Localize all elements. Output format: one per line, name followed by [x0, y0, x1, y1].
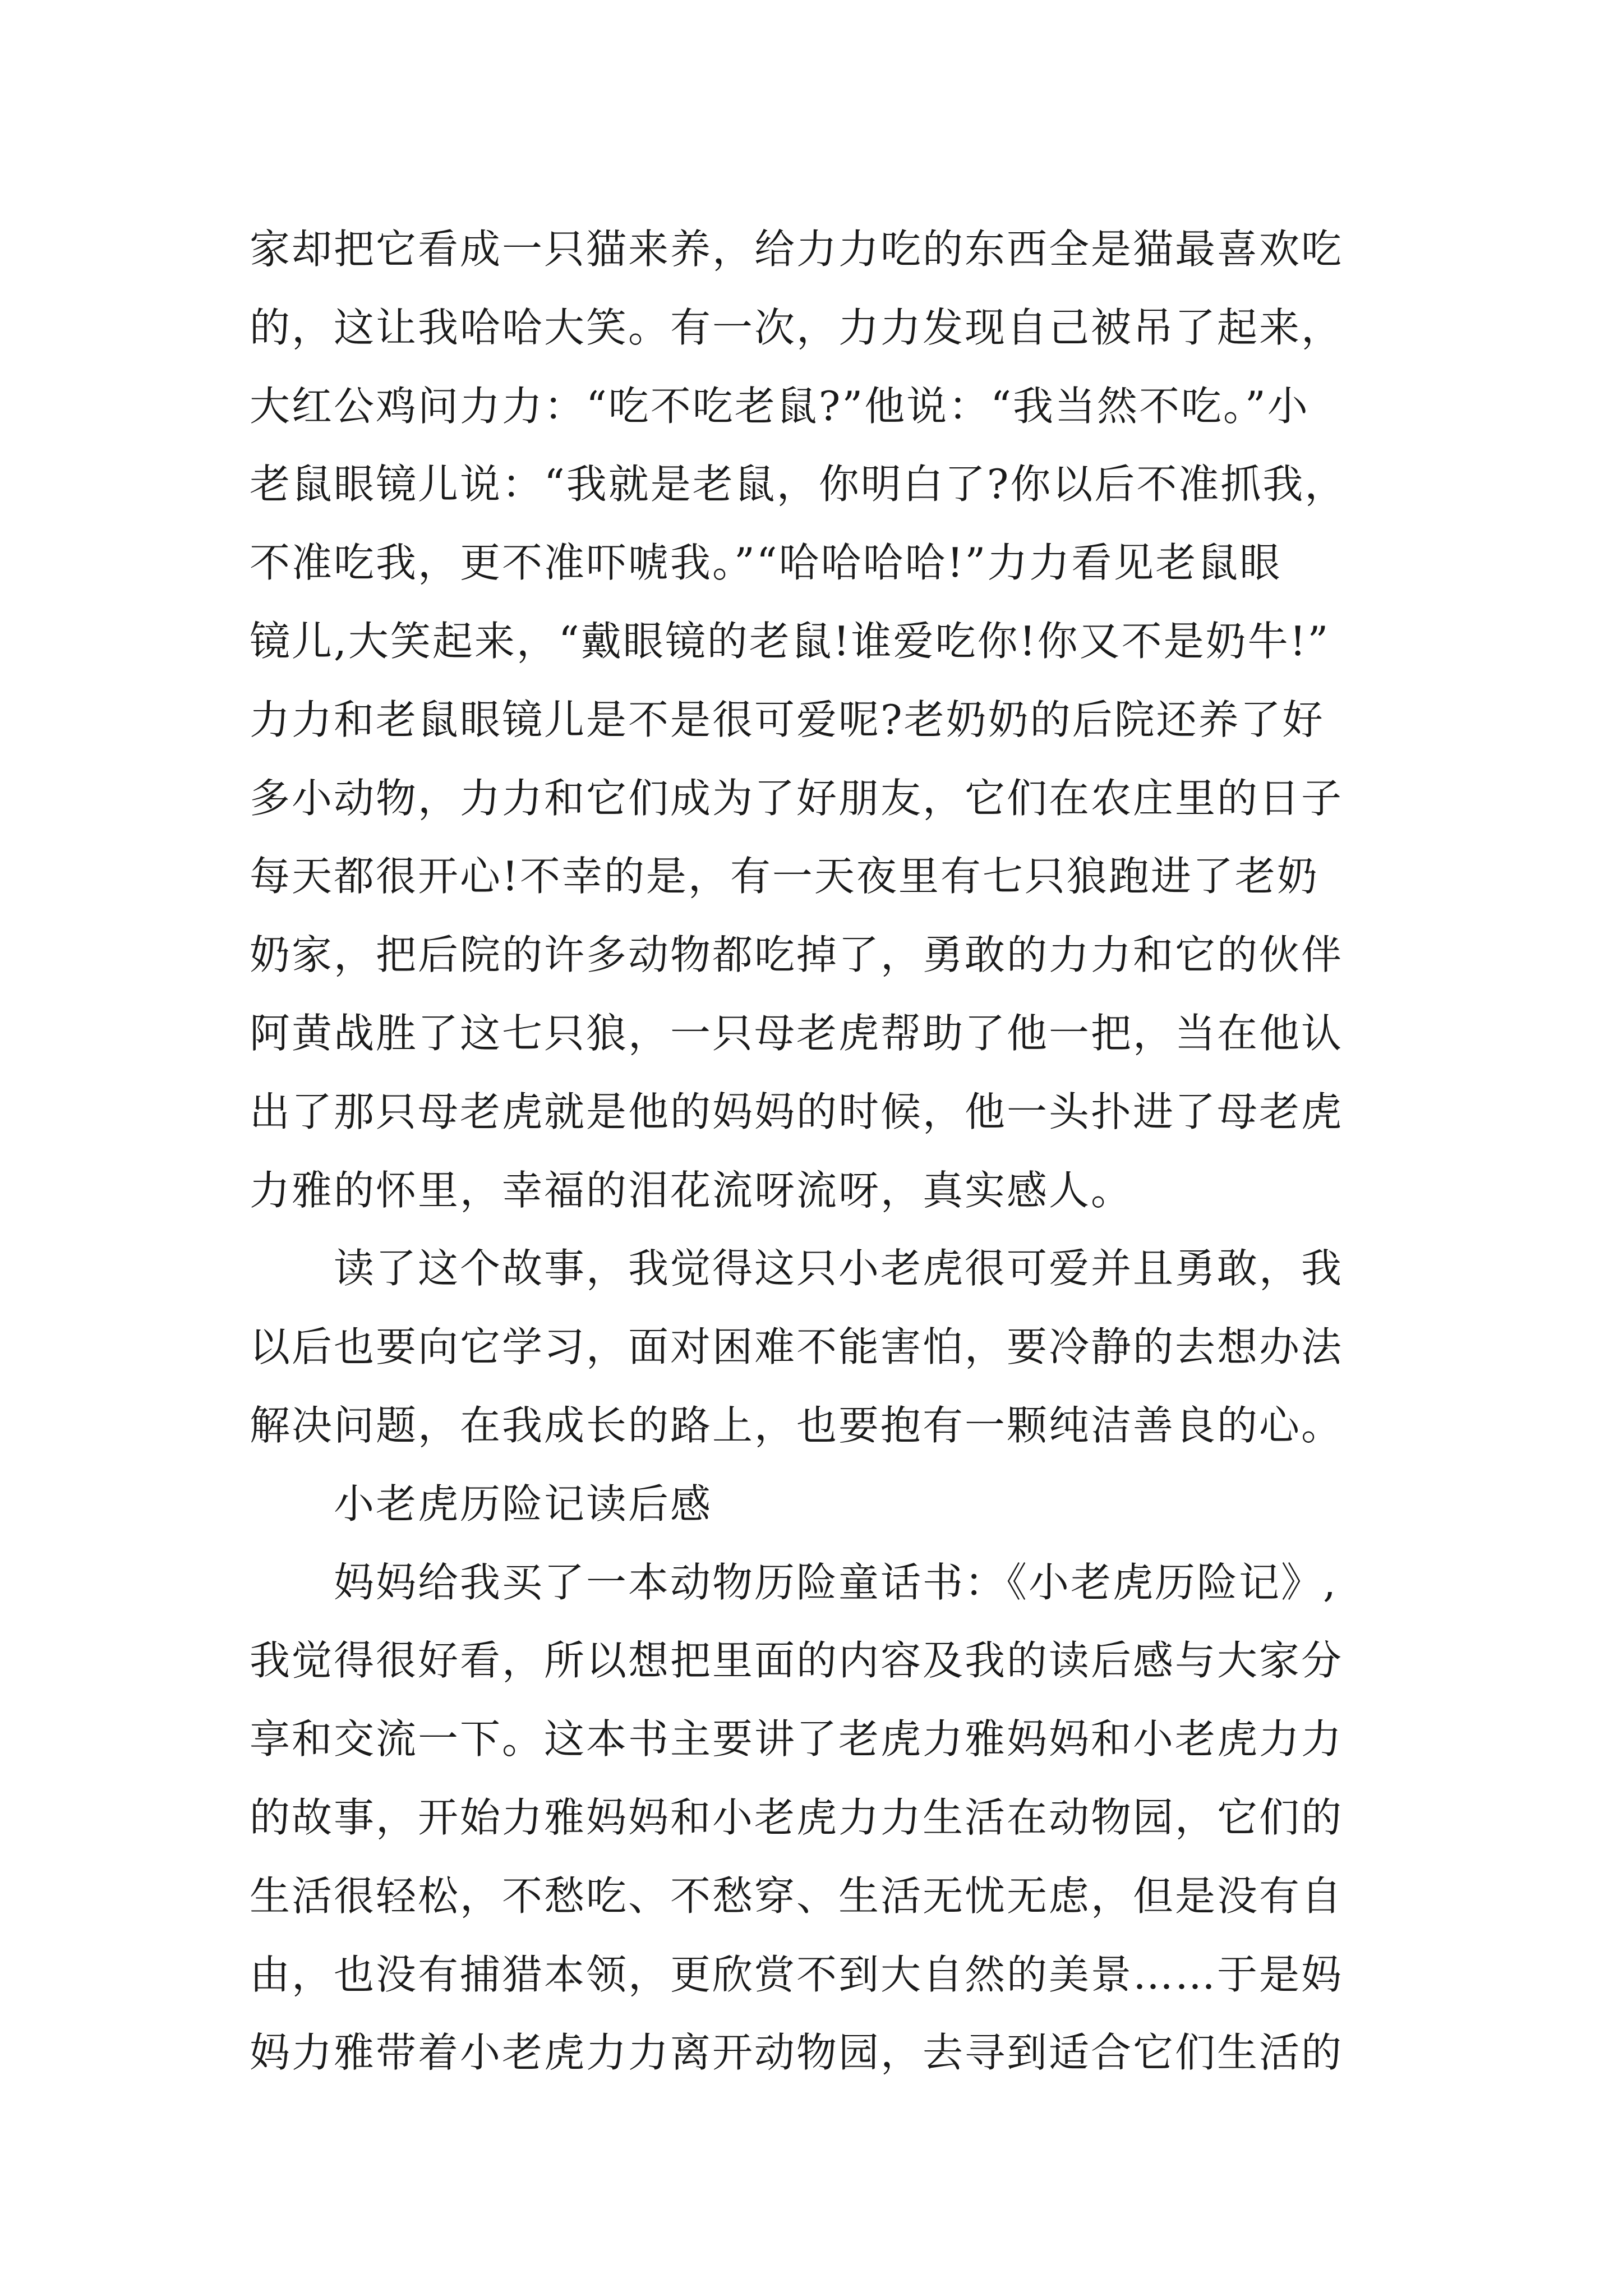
text-line: 出了那只母老虎就是他的妈妈的时候，他一头扑进了母老虎 — [250, 1088, 1344, 1135]
text-line: 大红公鸡问力力：“吃不吃老鼠?”他说：“我当然不吃。”小 — [250, 382, 1310, 430]
text-line: 妈力雅带着小老虎力力离开动物园，去寻到适合它们生活的 — [250, 2029, 1344, 2077]
text-line: 的，这让我哈哈大笑。有一次，力力发现自己被吊了起来， — [250, 303, 1344, 351]
text-line: 每天都很开心!不幸的是，有一天夜里有七只狼跑进了老奶 — [250, 853, 1319, 900]
text-line: 由，也没有捕猎本领，更欣赏不到大自然的美景……于是妈 — [250, 1950, 1344, 1998]
text-line: 解决问题，在我成长的路上，也要抱有一颗纯洁善良的心。 — [250, 1401, 1344, 1449]
paragraph-start-line: 读了这个故事，我觉得这只小老虎很可爱并且勇敢，我 — [334, 1245, 1344, 1292]
text-line: 力力和老鼠眼镜儿是不是很可爱呢?老奶奶的后院还养了好 — [250, 696, 1325, 743]
text-line: 享和交流一下。这本书主要讲了老虎力雅妈妈和小老虎力力 — [250, 1715, 1344, 1763]
text-line: 我觉得很好看，所以想把里面的内容及我的读后感与大家分 — [250, 1637, 1344, 1685]
text-line: 不准吃我，更不准吓唬我。”“哈哈哈哈!”力力看见老鼠眼 — [250, 539, 1282, 587]
text-line: 的故事，开始力雅妈妈和小老虎力力生活在动物园，它们的 — [250, 1793, 1344, 1841]
text-line: 力雅的怀里，幸福的泪花流呀流呀，真实感人。 — [250, 1166, 1133, 1214]
text-line: 奶家，把后院的许多动物都吃掉了，勇敢的力力和它的伙伴 — [250, 931, 1344, 979]
body-text — [250, 210, 1399, 2092]
text-line: 镜儿,大笑起来，“戴眼镜的老鼠!谁爱吃你!你又不是奶牛!” — [250, 617, 1330, 665]
text-line: 以后也要向它学习，面对困难不能害怕，要冷静的去想办法 — [250, 1323, 1344, 1371]
section-title: 小老虎历险记读后感 — [334, 1480, 713, 1527]
text-line: 阿黄战胜了这七只狼，一只母老虎帮助了他一把，当在他认 — [250, 1009, 1344, 1057]
text-line: 老鼠眼镜儿说：“我就是老鼠，你明白了?你以后不准抓我， — [250, 461, 1347, 508]
text-line: 家却把它看成一只猫来养，给力力吃的东西全是猫最喜欢吃 — [250, 226, 1344, 273]
text-line: 生活很轻松，不愁吃、不愁穿、生活无忧无虑，但是没有自 — [250, 1872, 1344, 1920]
text-line: 多小动物，力力和它们成为了好朋友，它们在农庄里的日子 — [250, 774, 1344, 822]
paragraph-start-line: 妈妈给我买了一本动物历险童话书：《小老虎历险记》, — [334, 1558, 1338, 1606]
